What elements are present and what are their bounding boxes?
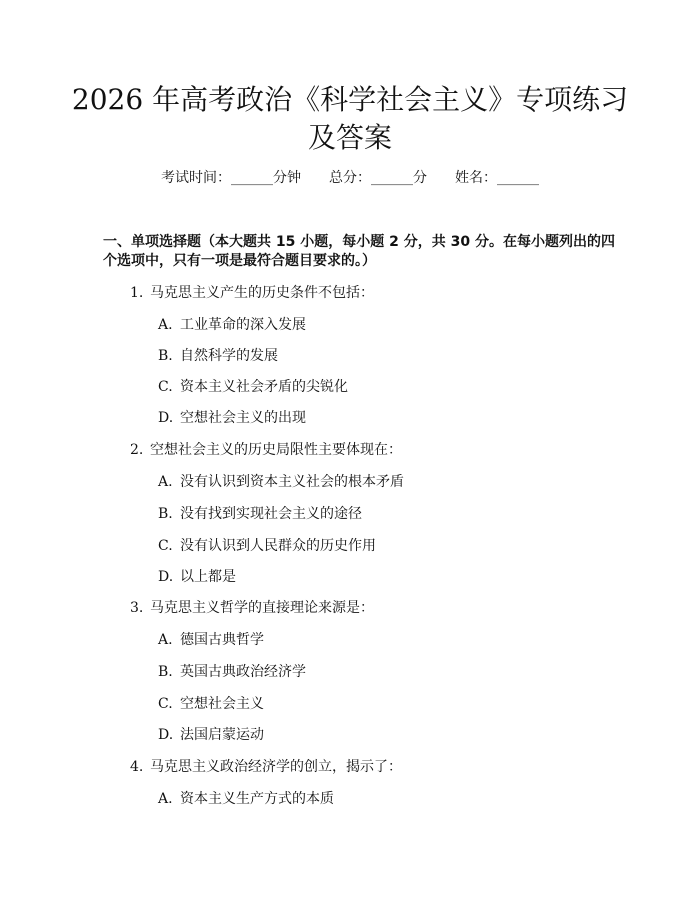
option-letter: A. (158, 791, 173, 807)
question-2 (130, 440, 402, 460)
option-text: 法国启蒙运动 (180, 727, 264, 743)
question-3-option-b (158, 662, 306, 682)
option-letter: B. (158, 348, 173, 364)
option-letter: C. (158, 696, 173, 712)
option-text: 以上都是 (180, 569, 236, 585)
option-text: 资本主义社会矛盾的尖锐化 (180, 379, 348, 395)
question-1 (130, 283, 374, 303)
question-1-option-a (158, 315, 306, 335)
question-4-option-a (158, 789, 334, 809)
option-letter: A. (158, 632, 173, 648)
question-2-option-a (158, 472, 404, 492)
total-score-blank: ______ (371, 170, 413, 186)
question-2-option-b (158, 504, 362, 524)
question-2-option-c (158, 536, 376, 556)
option-text: 自然科学的发展 (180, 348, 278, 364)
question-number: 4. (130, 759, 144, 775)
question-3-option-c (158, 694, 264, 714)
question-text: 马克思主义哲学的直接理论来源是： (150, 600, 374, 616)
total-score-unit: 分 (413, 170, 427, 186)
document-title-line-1: 2026 年高考政治《科学社会主义》专项练习 (71, 83, 629, 116)
option-text: 工业革命的深入发展 (180, 317, 306, 333)
total-score-label: 总分： (329, 170, 371, 186)
option-letter: D. (158, 410, 174, 426)
question-text: 空想社会主义的历史局限性主要体现在： (150, 442, 402, 458)
section-heading-line-1: 一、单项选择题（本大题共 15 小题，每小题 2 分，共 30 分。在每小题列出的四 (103, 234, 615, 250)
option-text: 空想社会主义的出现 (180, 410, 306, 426)
question-3-option-a (158, 630, 264, 650)
question-number: 2. (130, 442, 144, 458)
option-letter: A. (158, 474, 173, 490)
question-text: 马克思主义产生的历史条件不包括： (150, 285, 374, 301)
option-letter: C. (158, 379, 173, 395)
exam-time-unit: 分钟 (273, 170, 301, 186)
option-text: 没有认识到资本主义社会的根本矛盾 (180, 474, 404, 490)
option-letter: B. (158, 664, 173, 680)
question-3-option-d (158, 725, 264, 745)
question-number: 3. (130, 600, 144, 616)
section-heading-line-2: 个选项中，只有一项是最符合题目要求的。） (103, 253, 376, 269)
option-text: 英国古典政治经济学 (180, 664, 306, 680)
question-number: 1. (130, 285, 144, 301)
option-text: 空想社会主义 (180, 696, 264, 712)
option-letter: D. (158, 727, 174, 743)
option-letter: D. (158, 569, 174, 585)
question-2-option-d (158, 567, 236, 587)
option-text: 资本主义生产方式的本质 (180, 791, 334, 807)
question-1-option-b (158, 346, 278, 366)
exam-time-blank: ______ (231, 170, 273, 186)
question-3 (130, 598, 374, 618)
question-text: 马克思主义政治经济学的创立，揭示了： (150, 759, 402, 775)
name-label: 姓名： (455, 170, 497, 186)
option-letter: A. (158, 317, 173, 333)
exam-info-line (0, 168, 700, 188)
option-letter: B. (158, 506, 173, 522)
option-letter: C. (158, 538, 173, 554)
question-4 (130, 757, 402, 777)
name-blank: ______ (497, 170, 539, 186)
question-1-option-c (158, 377, 348, 397)
exam-time-label: 考试时间： (161, 170, 231, 186)
option-text: 没有认识到人民群众的历史作用 (180, 538, 376, 554)
option-text: 德国古典哲学 (180, 632, 264, 648)
option-text: 没有找到实现社会主义的途径 (180, 506, 362, 522)
question-1-option-d (158, 408, 306, 428)
document-title-line-2: 及答案 (307, 121, 392, 154)
